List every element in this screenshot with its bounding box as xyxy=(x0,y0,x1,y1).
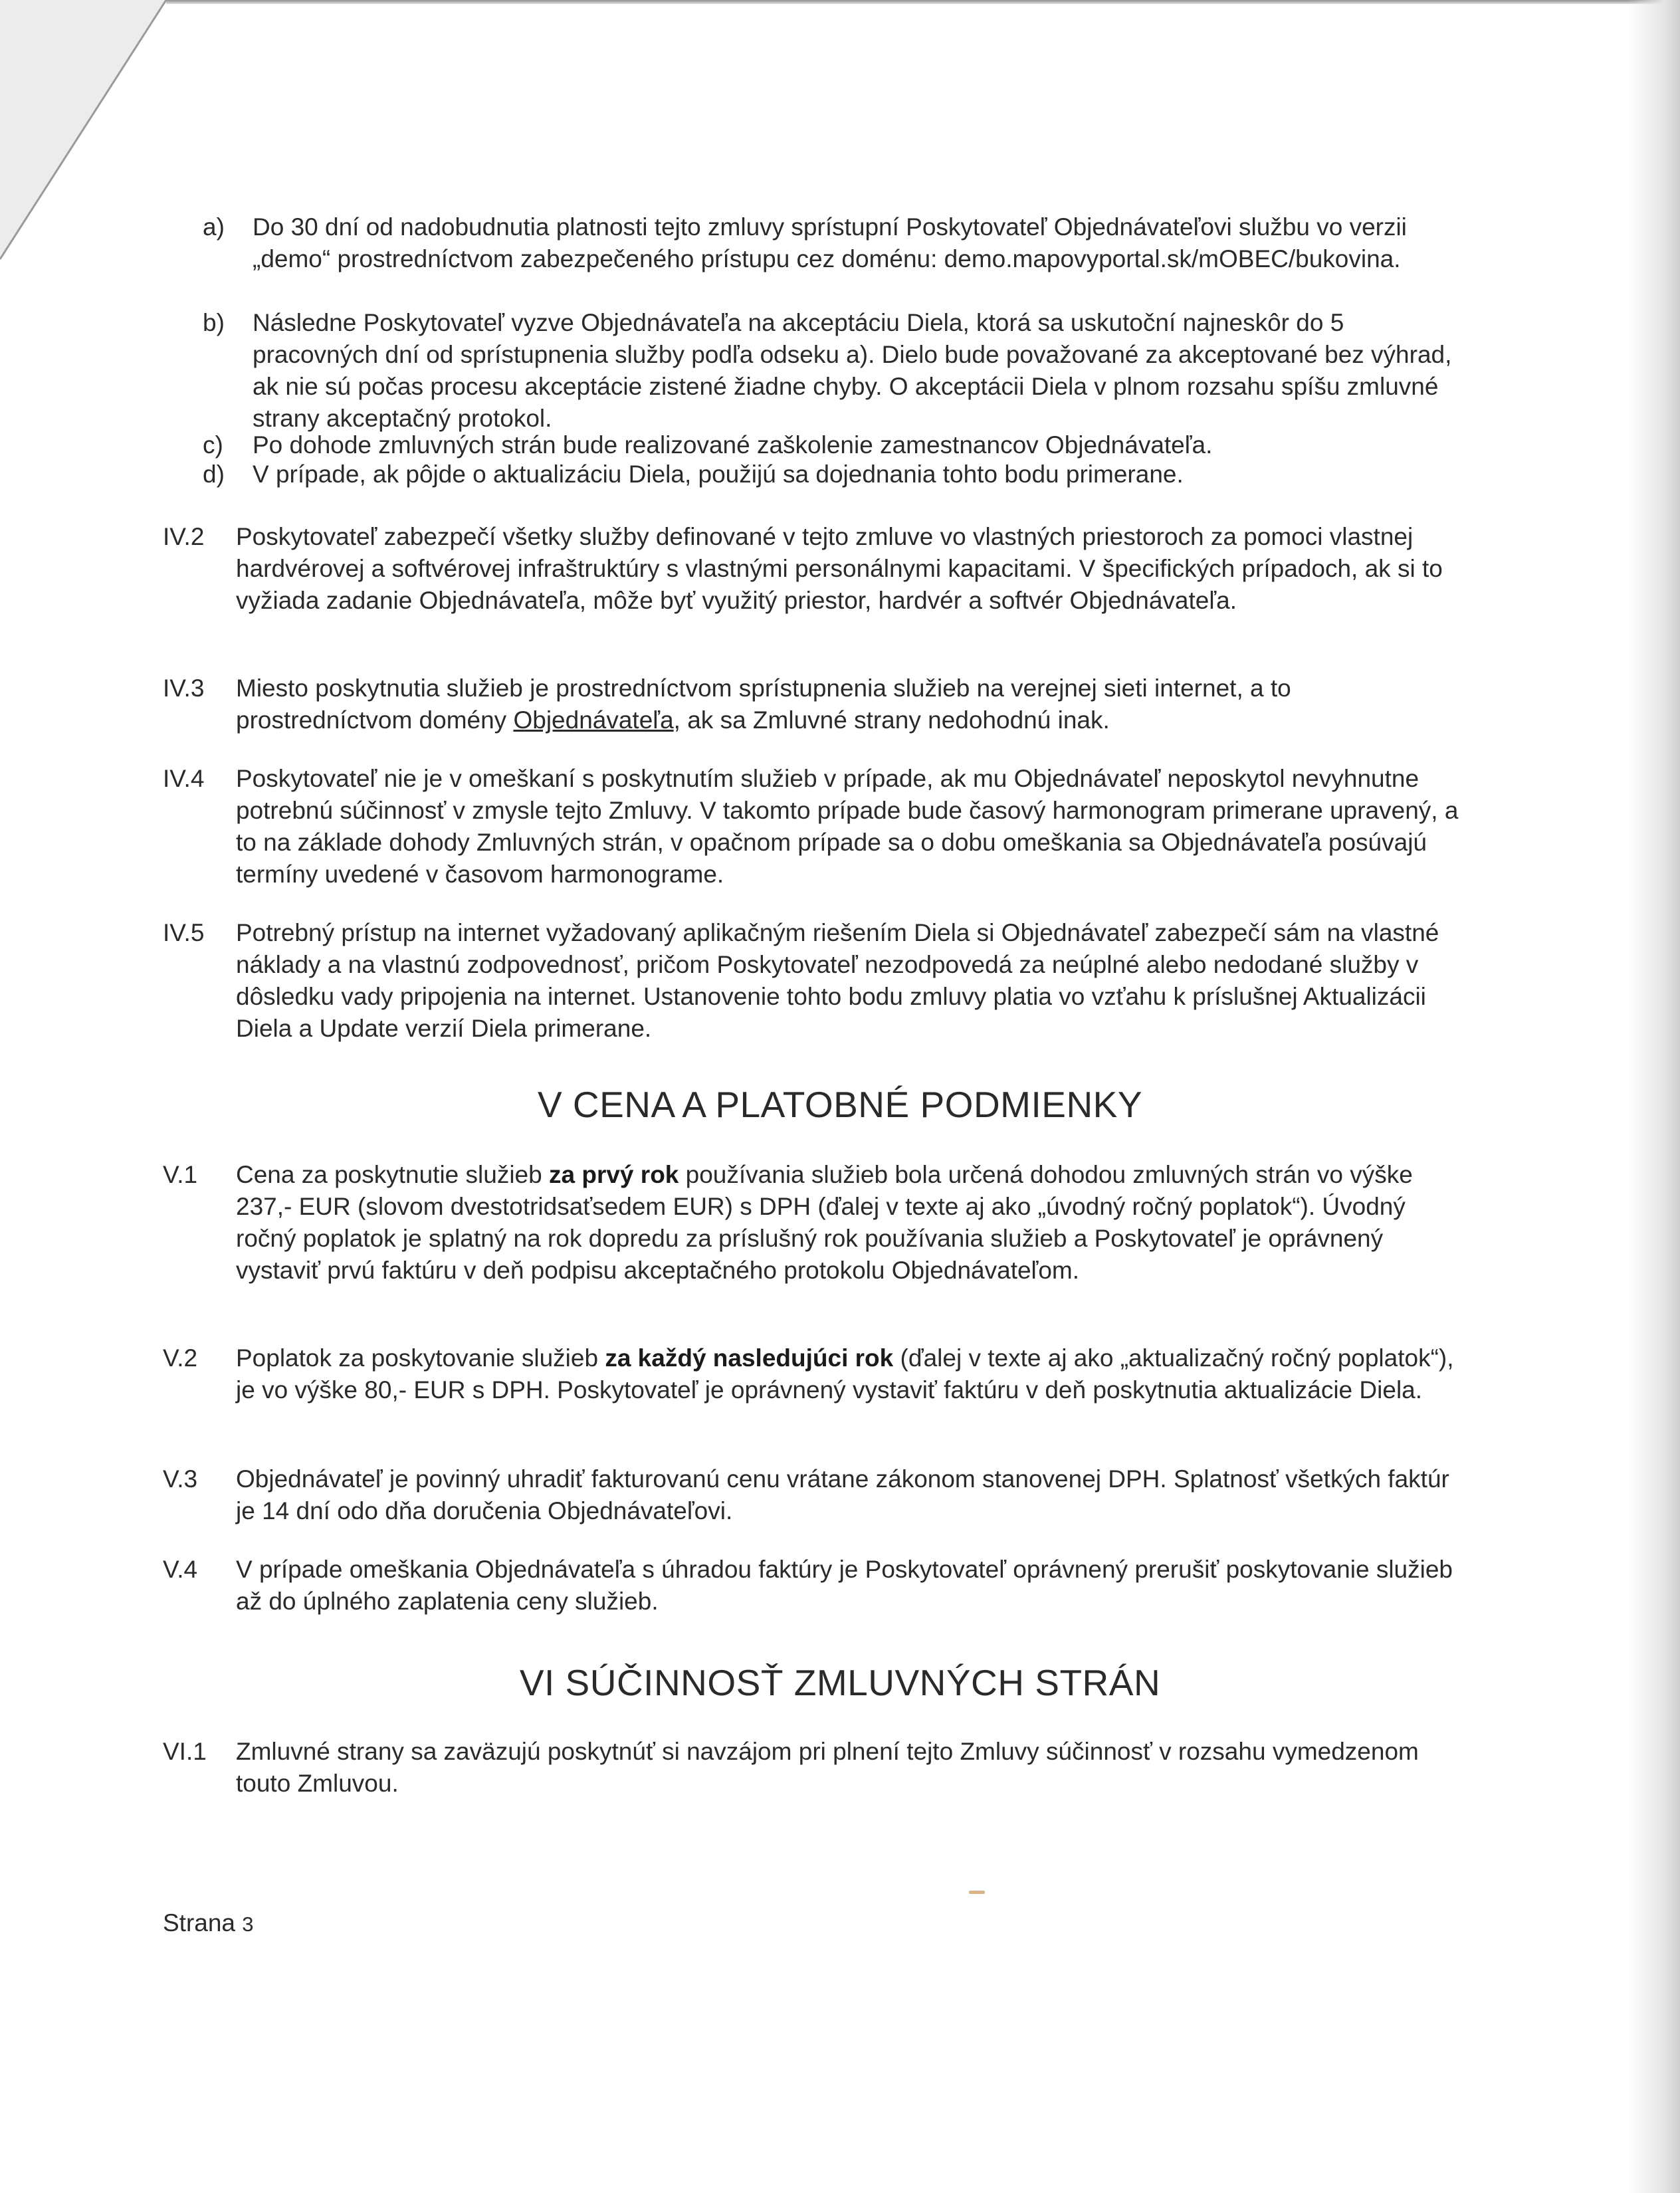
footer-label: Strana xyxy=(163,1909,236,1936)
clause-v-1 xyxy=(163,1159,1465,1287)
clause-number: IV.3 xyxy=(163,675,205,702)
clause-number: IV.4 xyxy=(163,765,205,792)
clause-v-3 xyxy=(163,1463,1465,1527)
clause-vi-1 xyxy=(163,1736,1465,1800)
clause-number: V.1 xyxy=(163,1161,198,1188)
item-text: Do 30 dní od nadobudnutia platnosti tejto zmluvy sprístupní Poskytovateľ Objednávateľovi službu vo verzii „demo“ prostredníctvom zabezpečeného prístupu cez doménu: demo.mapovyportal.sk/mOBEC/bukovina. xyxy=(253,213,1407,272)
clause-text: V prípade omeškania Objednávateľa s úhradou faktúry je Poskytovateľ oprávnený prerušiť poskytovanie služieb až do úplného zaplatenia ceny služieb. xyxy=(236,1556,1453,1615)
item-letter: a) xyxy=(203,213,225,241)
list-item xyxy=(203,429,1452,461)
item-letter: c) xyxy=(203,431,223,459)
clause-iv-3 xyxy=(163,673,1465,736)
section-heading-vi: VI SÚČINNOSŤ ZMLUVNÝCH STRÁN xyxy=(519,1662,1161,1703)
clause-iv-2 xyxy=(163,521,1465,617)
clause-iv-4 xyxy=(163,763,1465,890)
clause-number: V.4 xyxy=(163,1556,198,1583)
clause-number: V.2 xyxy=(163,1344,198,1372)
clause-number: VI.1 xyxy=(163,1738,207,1765)
item-text: Následne Poskytovateľ vyzve Objednávateľa na akceptáciu Diela, ktorá sa uskutoční najneskôr do 5 pracovných dní od sprístupnenia služby podľa odseku a). Dielo bude považované za akceptované bez výhrad, ak nie sú počas procesu akceptácie zistené žiadne chyby. O akceptácii Diela v plnom rozsahu spíšu zmluvné strany akceptačný protokol. xyxy=(253,309,1452,432)
underlined-term: Objednávateľa xyxy=(513,706,674,734)
item-text: Po dohode zmluvných strán bude realizované zaškolenie zamestnancov Objednávateľa. xyxy=(253,431,1213,459)
clause-text: Zmluvné strany sa zaväzujú poskytnúť si navzájom pri plnení tejto Zmluvy súčinnosť v rozsahu vymedzenom touto Zmluvou. xyxy=(236,1738,1419,1797)
page-footer xyxy=(163,1907,254,1940)
item-letter: b) xyxy=(203,309,225,336)
clause-iv-5 xyxy=(163,917,1465,1045)
clause-number: V.3 xyxy=(163,1465,198,1493)
clause-v-2 xyxy=(163,1342,1465,1406)
clause-text: Poplatok za poskytovanie služieb za každý nasledujúci rok (ďalej v texte aj ako „aktualizačný ročný poplatok“), je vo výške 80,- EUR s DPH. Poskytovateľ je oprávnený vystaviť faktúru v deň poskytnutia aktualizácie Diela. xyxy=(236,1344,1454,1404)
list-item xyxy=(203,307,1452,435)
item-letter: d) xyxy=(203,461,225,488)
clause-text: Potrebný prístup na internet vyžadovaný aplikačným riešením Diela si Objednávateľ zabezpečí sám na vlastné náklady a na vlastnú zodpovednosť, pričom Poskytovateľ nezodpovedá za neúplné alebo nedodané služby v dôsledku vady pripojenia na internet. Ustanovenie tohto bodu zmluvy platia vo vzťahu k príslušnej Aktualizácii Diela a Update verzií Diela primerane. xyxy=(236,919,1439,1042)
item-text: V prípade, ak pôjde o aktualizáciu Diela, použijú sa dojednania tohto bodu primerane. xyxy=(253,461,1184,488)
clause-number: IV.5 xyxy=(163,919,205,946)
list-item xyxy=(203,211,1452,275)
clause-text: Poskytovateľ zabezpečí všetky služby definované v tejto zmluve vo vlastných priestoroch za pomoci vlastnej hardvérovej a softvérovej infraštruktúry s vlastnými personálnymi kapacitami. V špecifických prípadoch, ak si to vyžiada zadanie Objednávateľa, môže byť využitý priestor, hardvér a softvér Objednávateľa. xyxy=(236,523,1443,614)
list-item xyxy=(203,459,1452,490)
section-heading-v: V CENA A PLATOBNÉ PODMIENKY xyxy=(537,1084,1143,1125)
clause-v-4 xyxy=(163,1554,1465,1618)
clause-text: Cena za poskytnutie služieb za prvý rok používania služieb bola určená dohodou zmluvných strán vo výške 237,- EUR (slovom dvestotridsaťsedem EUR) s DPH (ďalej v texte aj ako „úvodný ročný poplatok“). Úvodný ročný poplatok je splatný na rok dopredu za príslušný rok používania služieb a Poskytovateľ je oprávnený vystaviť prvú faktúru v deň podpisu akceptačného protokolu Objednávateľom. xyxy=(236,1161,1413,1284)
page-number: 3 xyxy=(242,1913,254,1936)
clause-text: Poskytovateľ nie je v omeškaní s poskytnutím služieb v prípade, ak mu Objednávateľ neposkytol nevyhnutne potrebnú súčinnosť v zmysle tejto Zmluvy. V takomto prípade bude časový harmonogram primerane upravený, a to na základe dohody Zmluvných strán, v opačnom prípade sa o dobu omeškania sa Objednávateľa posúvajú termíny uvedené v časovom harmonograme. xyxy=(236,765,1459,888)
pen-mark xyxy=(969,1891,985,1894)
clause-text: Objednávateľ je povinný uhradiť fakturovanú cenu vrátane zákonom stanovenej DPH. Splatnosť všetkých faktúr je 14 dní odo dňa doručenia Objednávateľovi. xyxy=(236,1465,1449,1524)
clause-number: IV.2 xyxy=(163,523,205,550)
clause-text: Miesto poskytnutia služieb je prostredníctvom sprístupnenia služieb na verejnej sieti internet, a to prostredníctvom domény Objednávateľa, ak sa Zmluvné strany nedohodnú inak. xyxy=(236,675,1291,734)
